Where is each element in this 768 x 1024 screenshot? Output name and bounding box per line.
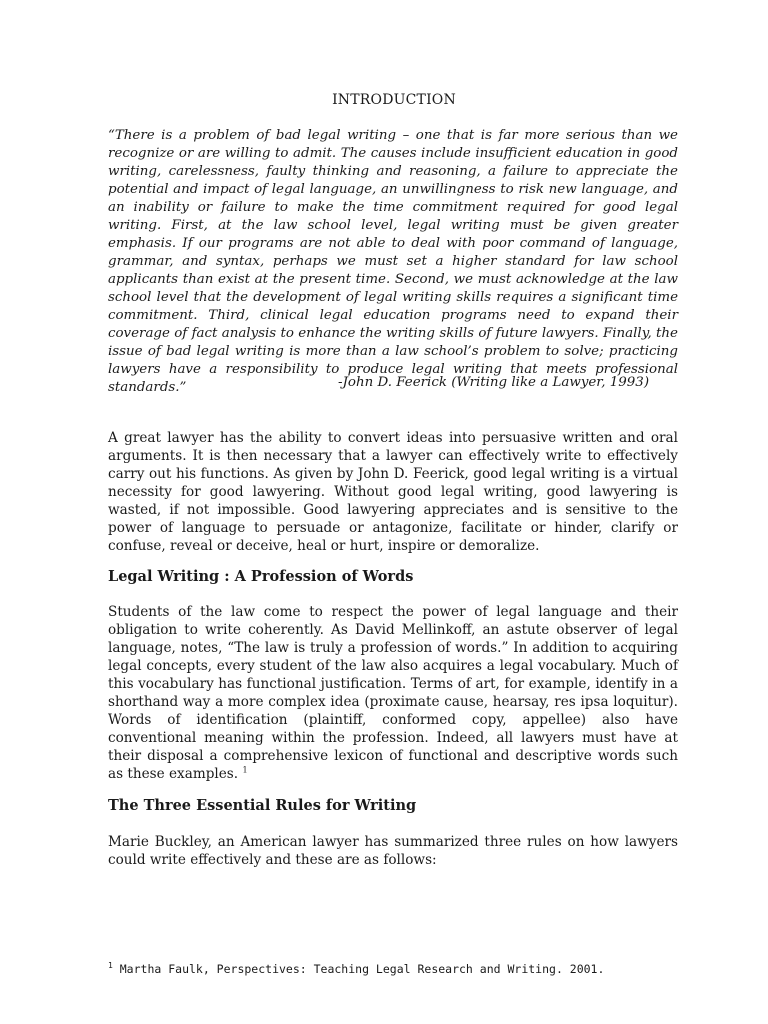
intro-paragraph: A great lawyer has the ability to convert ideas into persuasive written and oral arguments. It is then necessary that a lawyer can effectively write to effectively carry out his functions. As given by John D. Feerick, good legal writing is a virtual necessity for good lawyering. Without good legal writing, good lawyering is wasted, if not impossible. Good lawyering appreciates and is sensitive to the power of language to persuade or antagonize, facilitate or hinder, clarify or confuse, reveal or deceive, heal or hurt, inspire or demoralize. [108, 430, 678, 554]
section-paragraph-three-rules: Marie Buckley, an American lawyer has summarized three rules on how lawyers could write effectively and these are as follows: [108, 834, 678, 868]
section-paragraph-profession-of-words [108, 603, 678, 783]
section-heading-three-rules: The Three Essential Rules for Writing [108, 797, 417, 814]
section-heading-profession-of-words: Legal Writing : A Profession of Words [108, 568, 414, 585]
page-title: INTRODUCTION [332, 92, 456, 108]
footnote-text: Martha Faulk, Perspectives: Teaching Legal Research and Writing. 2001. [112, 962, 605, 976]
section-paragraph-text: Students of the law come to respect the power of legal language and their obligation to write coherently. As David Mellinkoff, an astute observer of legal language, notes, “The law is truly a profession of words.” In addition to acquiring legal concepts, every student of the law also acquires a legal vocabulary. Much of this vocabulary has functional justification. Terms of art, for example, identify in a shorthand way a more complex idea (proximate cause, hearsay, res ipsa loquitur). Words of identification (plaintiff, conformed copy, appellee) also have conventional meaning within the profession. Indeed, all lawyers must have at their disposal a comprehensive lexicon of functional and descriptive words such as these examples. [108, 604, 678, 782]
footnote [108, 962, 604, 976]
footnote-reference: 1 [242, 765, 248, 775]
epigraph-quote: “There is a problem of bad legal writing – one that is far more serious than we recognize or are willing to admit. The causes include insufficient education in good writing, carelessness, faulty thinking and reasoning, a failure to appreciate the potential and impact of legal language, an unwillingness to risk new language, and an inability or failure to make the time commitment required for good legal writing. First, at the law school level, legal writing must be given greater emphasis. If our programs are not able to deal with poor command of language, grammar, and syntax, perhaps we must set a higher standard for law school applicants than exist at the present time. Second, we must acknowledge at the law school level that the development of legal writing skills requires a significant time commitment. Third, clinical legal education programs need to expand their coverage of fact analysis to enhance the writing skills of future lawyers. Finally, the issue of bad legal writing is more than a law school’s problem to solve; practicing lawyers have a responsibility to produce legal writing that meets professional standards.” [108, 128, 678, 395]
footnote-marker: 1 [108, 961, 113, 971]
quote-attribution: -John D. Feerick (Writing like a Lawyer, 1993) [338, 375, 650, 390]
